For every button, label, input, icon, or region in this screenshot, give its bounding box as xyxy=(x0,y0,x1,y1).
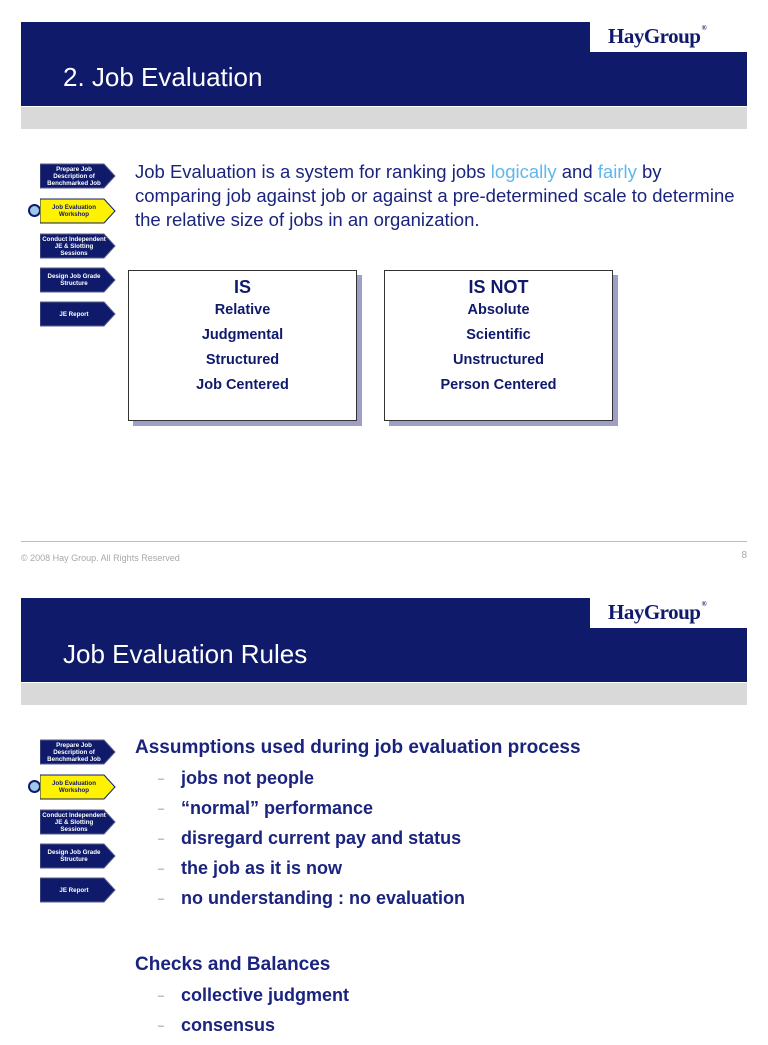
nav-step-report[interactable] xyxy=(40,300,116,328)
nav-step-label: Prepare Job Description of Benchmarked Job xyxy=(47,741,101,763)
nav-step-label: Conduct Independent JE & Slotting Sessions xyxy=(42,235,106,257)
slide-title: Job Evaluation Rules xyxy=(63,639,308,669)
intro-text: and xyxy=(556,161,598,182)
nav-step-design[interactable] xyxy=(40,266,116,294)
list-item xyxy=(158,798,718,828)
dash-bullet-icon: – xyxy=(158,863,165,875)
list-item-text: consensus xyxy=(181,1015,276,1035)
is-not-item: Absolute xyxy=(467,302,530,318)
highlight-logically: logically xyxy=(490,161,557,182)
nav-step-label: Job Evaluation Workshop xyxy=(51,204,96,218)
nav-step-label: Job Evaluation Workshop xyxy=(51,780,96,794)
is-item: Structured xyxy=(205,352,280,368)
footer-divider xyxy=(21,541,747,542)
nav-step-label: JE Report xyxy=(59,310,89,318)
dash-bullet-icon: – xyxy=(158,990,165,1002)
intro-text: by comparing job against job or against a pre-determined scale to determine the relative size of jobs in an organization. xyxy=(135,161,735,230)
list-item-text: collective judgment xyxy=(181,985,350,1005)
dash-bullet-icon: – xyxy=(158,1020,165,1032)
haygroup-logo xyxy=(590,598,747,628)
is-item: Judgmental xyxy=(201,327,284,343)
banner-strip xyxy=(21,107,747,129)
list-item-text: jobs not people xyxy=(181,768,314,788)
dash-bullet-icon: – xyxy=(158,803,165,815)
intro-text: Job Evaluation is a system for ranking jobs xyxy=(135,161,491,182)
nav-step-label: Design Job Grade Structure xyxy=(47,849,101,863)
list-item-text: “normal” performance xyxy=(181,798,374,818)
is-not-heading: IS NOT xyxy=(468,277,529,297)
list-item xyxy=(158,828,718,858)
dash-bullet-icon: – xyxy=(158,893,165,905)
is-not-item: Person Centered xyxy=(440,377,557,393)
assumptions-heading: Assumptions used during job evaluation process xyxy=(135,737,581,758)
is-not-item: Unstructured xyxy=(452,352,545,368)
highlight-fairly: fairly xyxy=(597,161,637,182)
list-item-text: no understanding : no evaluation xyxy=(181,888,466,908)
nav-step-workshop[interactable] xyxy=(40,197,116,225)
haygroup-logo xyxy=(590,22,747,52)
checks-list xyxy=(158,985,718,1045)
nav-step-conduct[interactable] xyxy=(40,808,116,836)
checks-heading: Checks and Balances xyxy=(135,954,331,975)
list-item xyxy=(158,858,718,888)
logo-text: HayGroup xyxy=(608,24,701,48)
nav-step-conduct[interactable] xyxy=(40,232,116,260)
dash-bullet-icon: – xyxy=(158,773,165,785)
nav-step-label: JE Report xyxy=(59,886,89,894)
list-item-text: the job as it is now xyxy=(181,858,343,878)
is-box xyxy=(128,270,357,421)
is-item: Relative xyxy=(214,302,271,318)
nav-step-label: Prepare Job Description of Benchmarked Job xyxy=(47,165,101,187)
list-item xyxy=(158,888,718,918)
page-number: 8 xyxy=(741,550,747,561)
dash-bullet-icon: – xyxy=(158,833,165,845)
list-item xyxy=(158,1015,718,1045)
nav-step-report[interactable] xyxy=(40,876,116,904)
is-not-item: Scientific xyxy=(466,327,531,343)
is-heading: IS xyxy=(233,277,251,297)
nav-step-prepare[interactable] xyxy=(40,738,116,766)
is-item: Job Centered xyxy=(196,377,289,393)
logo-text: HayGroup xyxy=(608,600,701,624)
list-item xyxy=(158,768,718,798)
intro-paragraph xyxy=(135,160,745,232)
is-not-box xyxy=(384,270,613,421)
nav-step-prepare[interactable] xyxy=(40,162,116,190)
nav-step-workshop[interactable] xyxy=(40,773,116,801)
nav-step-design[interactable] xyxy=(40,842,116,870)
registered-mark: ® xyxy=(701,24,707,32)
banner-strip xyxy=(21,683,747,705)
registered-mark: ® xyxy=(701,600,707,608)
nav-step-label: Design Job Grade Structure xyxy=(47,273,101,287)
list-item xyxy=(158,985,718,1015)
copyright: © 2008 Hay Group. All Rights Reserved xyxy=(21,553,180,563)
nav-step-label: Conduct Independent JE & Slotting Sessions xyxy=(42,811,106,833)
assumptions-list xyxy=(158,768,718,918)
list-item-text: disregard current pay and status xyxy=(181,828,462,848)
slide-title: 2. Job Evaluation xyxy=(63,62,263,92)
slide-job-evaluation-rules xyxy=(0,576,768,1035)
